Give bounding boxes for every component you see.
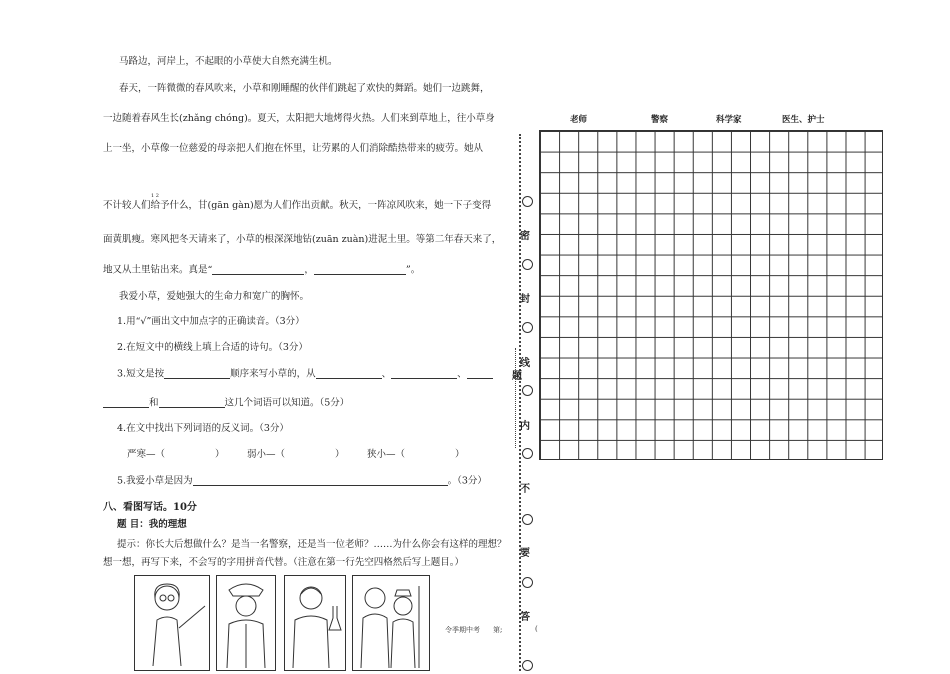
- seal-circle: [522, 660, 533, 671]
- scientist-picture: [284, 575, 346, 671]
- police-icon: [217, 576, 275, 670]
- seal-char: 不: [520, 484, 530, 495]
- label-doctor-nurse: 医生、护士: [782, 115, 825, 125]
- blank[interactable]: [467, 369, 493, 379]
- doctor-nurse-picture: [352, 575, 430, 671]
- seal-line: [519, 134, 521, 671]
- seal-circle: [522, 514, 533, 525]
- passage-line: 春天，一阵微微的春风吹来，小草和刚睡醒的伙伴们跳起了欢快的舞蹈。她们一边跳舞，: [119, 83, 490, 94]
- seal-line-secondary: [515, 348, 516, 448]
- police-picture: [216, 575, 276, 671]
- doctor-nurse-icon: [353, 576, 429, 670]
- antonym-2: 弱小—（ ）: [247, 449, 345, 460]
- label-police: 警察: [651, 115, 669, 125]
- topic: 题 目：我的理想: [117, 519, 187, 530]
- passage-line-blanks: 地又从土里钻出来。真是“ ， ”。: [103, 264, 421, 276]
- seal-circle: [522, 196, 533, 207]
- hint-line: 想一想，再写下来，不会写的字用拼音代替。（注意在第一行先空四格然后写上题目。）: [103, 557, 465, 568]
- blank[interactable]: [314, 265, 406, 275]
- antonym-3: 狭小—（ ）: [367, 449, 465, 460]
- seal-char: 内: [520, 421, 530, 432]
- seal-char: 要: [520, 548, 530, 559]
- antonym-1: 严寒—（ ）: [127, 449, 225, 460]
- blank[interactable]: [103, 398, 149, 408]
- footer-left: 令季期中考: [445, 626, 480, 634]
- seal-circle: [522, 322, 533, 333]
- footer-mid: 第;: [493, 626, 503, 634]
- hint-line: 提示：你长大后想做什么？是当一名警察，还是当一位老师？……为什么你会有这样的理想？: [117, 539, 507, 550]
- seal-char: 线: [520, 358, 530, 369]
- seal-circle: [522, 385, 533, 396]
- writing-grid[interactable]: [539, 130, 883, 460]
- blank[interactable]: [193, 476, 448, 486]
- blank[interactable]: [391, 369, 457, 379]
- passage-line: 面黄肌瘦。寒风把冬天请来了，小草的根深深地钻(zuān zuàn)进泥土里。等第二年春天来了，: [103, 234, 502, 245]
- passage-line: 上一坐，小草像一位慈爱的母亲把人们抱在怀里，让劳累的人们消除酷热带来的疲劳。她从: [103, 143, 484, 154]
- blank[interactable]: [164, 369, 230, 379]
- teacher-icon: [135, 576, 209, 670]
- section-title: 八、看图写话。10分: [103, 502, 197, 513]
- question-5: 5.我爱小草是因为 。（3分）: [117, 475, 487, 487]
- question-1: 1.用“√”画出文中加点字的正确读音。（3分）: [117, 316, 305, 327]
- teacher-picture: [134, 575, 210, 671]
- seal-circle: [522, 448, 533, 459]
- pinyin-note: 1 2: [151, 193, 159, 199]
- seal-char: 题: [512, 371, 522, 382]
- label-scientist: 科学家: [716, 115, 742, 125]
- seal-circle: [522, 577, 533, 588]
- question-3-cont: 和 这几个词语可以知道。（5分）: [103, 398, 349, 408]
- blank[interactable]: [159, 398, 225, 408]
- passage-line: 不计较人们给予什么，甘(gān gàn)愿为人们作出贡献。秋天，一阵凉风吹来，她一下子变得: [103, 200, 492, 211]
- seal-char: 答: [520, 612, 530, 623]
- passage-line: 一边随着春风生长(zhǎng chóng)。夏天，太阳把大地烤得火热。人们来到草地上，往小草身: [103, 113, 495, 124]
- question-4: 4.在文中找出下列词语的反义词。（3分）: [117, 423, 289, 434]
- seal-char: 封: [520, 294, 530, 305]
- blank[interactable]: [212, 265, 304, 275]
- passage-line: 马路边，河岸上，不起眼的小草使大自然充满生机。: [119, 56, 338, 67]
- footer-right: (: [535, 625, 538, 633]
- question-3: 3.短文是按 顺序来写小草的，从 、 、: [117, 369, 493, 379]
- seal-char: 密: [520, 231, 530, 242]
- scientist-icon: [285, 576, 345, 670]
- question-2: 2.在短文中的横线上填上合适的诗句。（3分）: [117, 342, 308, 353]
- passage-line: 我爱小草，爱她强大的生命力和宽广的胸怀。: [119, 291, 310, 302]
- blank[interactable]: [316, 369, 382, 379]
- label-teacher: 老师: [570, 115, 588, 125]
- seal-circle: [522, 259, 533, 270]
